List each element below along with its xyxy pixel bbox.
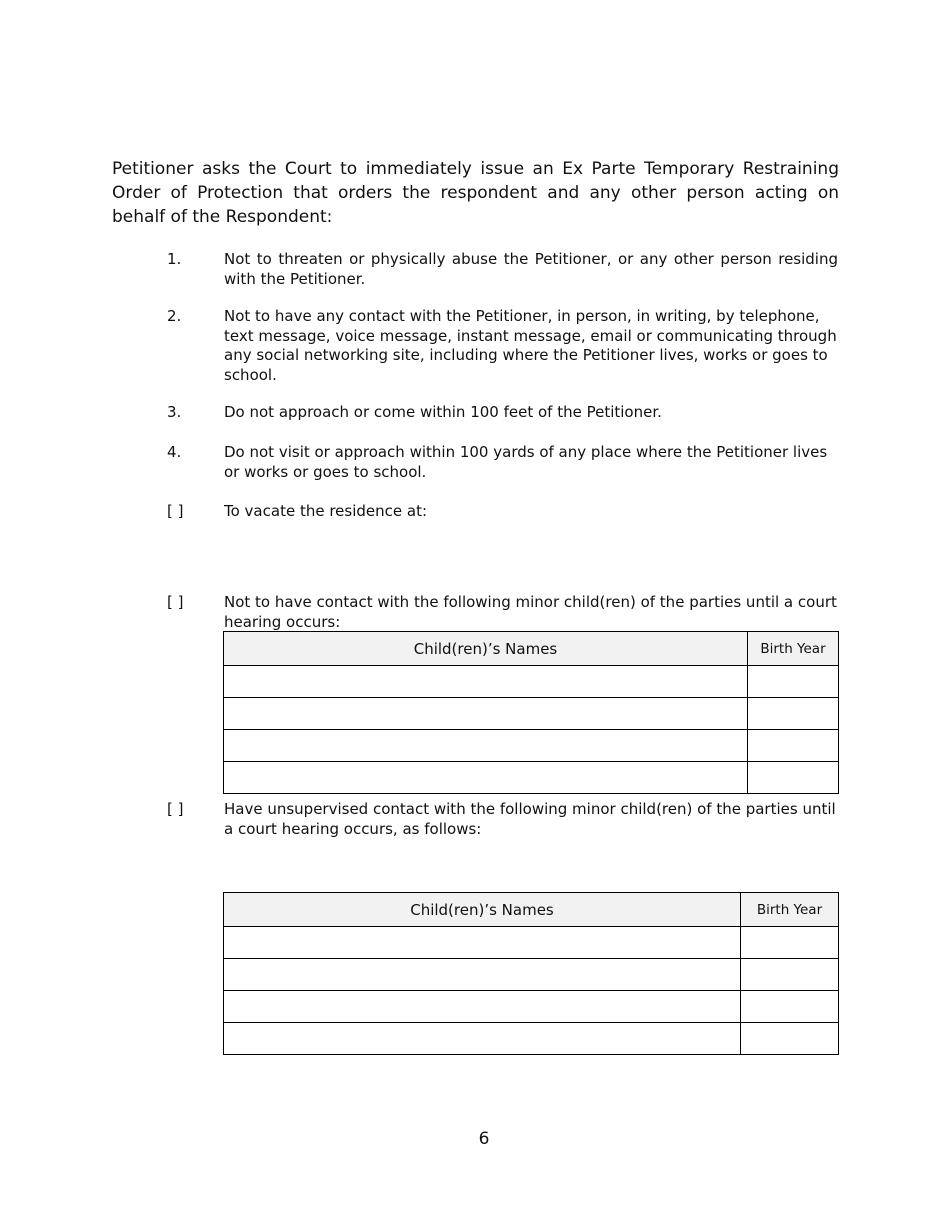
column-header-birth-year: Birth Year	[748, 632, 839, 666]
item-text: Do not approach or come within 100 feet of the Petitioner.	[224, 403, 662, 421]
intro-paragraph: Petitioner asks the Court to immediately issue an Ex Parte Temporary Restraining Order of Protection that orders the respondent and any other person acting on behalf of the Respondent:	[112, 159, 839, 227]
children-table-no-contact	[223, 631, 839, 794]
checkbox-marker[interactable]: [ ]	[167, 502, 184, 520]
item-marker: 3.	[167, 403, 182, 421]
table-row	[224, 762, 839, 794]
item-text: Have unsupervised contact with the following minor child(ren) of the parties until a court hearing occurs, as follows:	[224, 800, 836, 838]
checkbox-marker[interactable]: [ ]	[167, 593, 184, 611]
table-row	[224, 927, 839, 959]
table-row	[224, 1023, 839, 1055]
birth-year-cell[interactable]	[748, 698, 839, 730]
item-text: To vacate the residence at:	[224, 502, 428, 520]
page-number: 6	[478, 1129, 490, 1149]
item-marker: 2.	[167, 307, 182, 325]
table-row	[224, 730, 839, 762]
checkbox-marker[interactable]: [ ]	[167, 800, 184, 818]
birth-year-cell[interactable]	[741, 927, 839, 959]
item-text: Do not visit or approach within 100 yards of any place where the Petitioner lives or works or goes to school.	[224, 443, 828, 481]
table-row	[224, 666, 839, 698]
birth-year-cell[interactable]	[748, 666, 839, 698]
birth-year-cell[interactable]	[741, 1023, 839, 1055]
child-name-cell[interactable]	[224, 698, 748, 730]
birth-year-cell[interactable]	[748, 762, 839, 794]
birth-year-cell[interactable]	[741, 959, 839, 991]
children-table-unsupervised	[223, 892, 839, 1055]
table-row	[224, 698, 839, 730]
table-header-row	[224, 632, 839, 666]
child-name-cell[interactable]	[224, 666, 748, 698]
item-marker: 4.	[167, 443, 182, 461]
item-text: Not to have any contact with the Petitioner, in person, in writing, by telephone, text message, voice message, instant message, email or communicating through any social networking site, including where the Petitioner lives, works or goes to school.	[224, 307, 837, 384]
child-name-cell[interactable]	[224, 959, 741, 991]
child-name-cell[interactable]	[224, 991, 741, 1023]
item-text: Not to threaten or physically abuse the Petitioner, or any other person residing with the Petitioner.	[224, 250, 838, 288]
child-name-cell[interactable]	[224, 927, 741, 959]
item-text: Not to have contact with the following minor child(ren) of the parties until a court hearing occurs:	[224, 593, 837, 631]
table-header-row	[224, 893, 839, 927]
column-header-names: Child(ren)’s Names	[224, 893, 741, 927]
item-marker: 1.	[167, 250, 182, 268]
column-header-names: Child(ren)’s Names	[224, 632, 748, 666]
table-row	[224, 991, 839, 1023]
column-header-birth-year: Birth Year	[741, 893, 839, 927]
child-name-cell[interactable]	[224, 762, 748, 794]
child-name-cell[interactable]	[224, 1023, 741, 1055]
birth-year-cell[interactable]	[741, 991, 839, 1023]
child-name-cell[interactable]	[224, 730, 748, 762]
birth-year-cell[interactable]	[748, 730, 839, 762]
table-row	[224, 959, 839, 991]
